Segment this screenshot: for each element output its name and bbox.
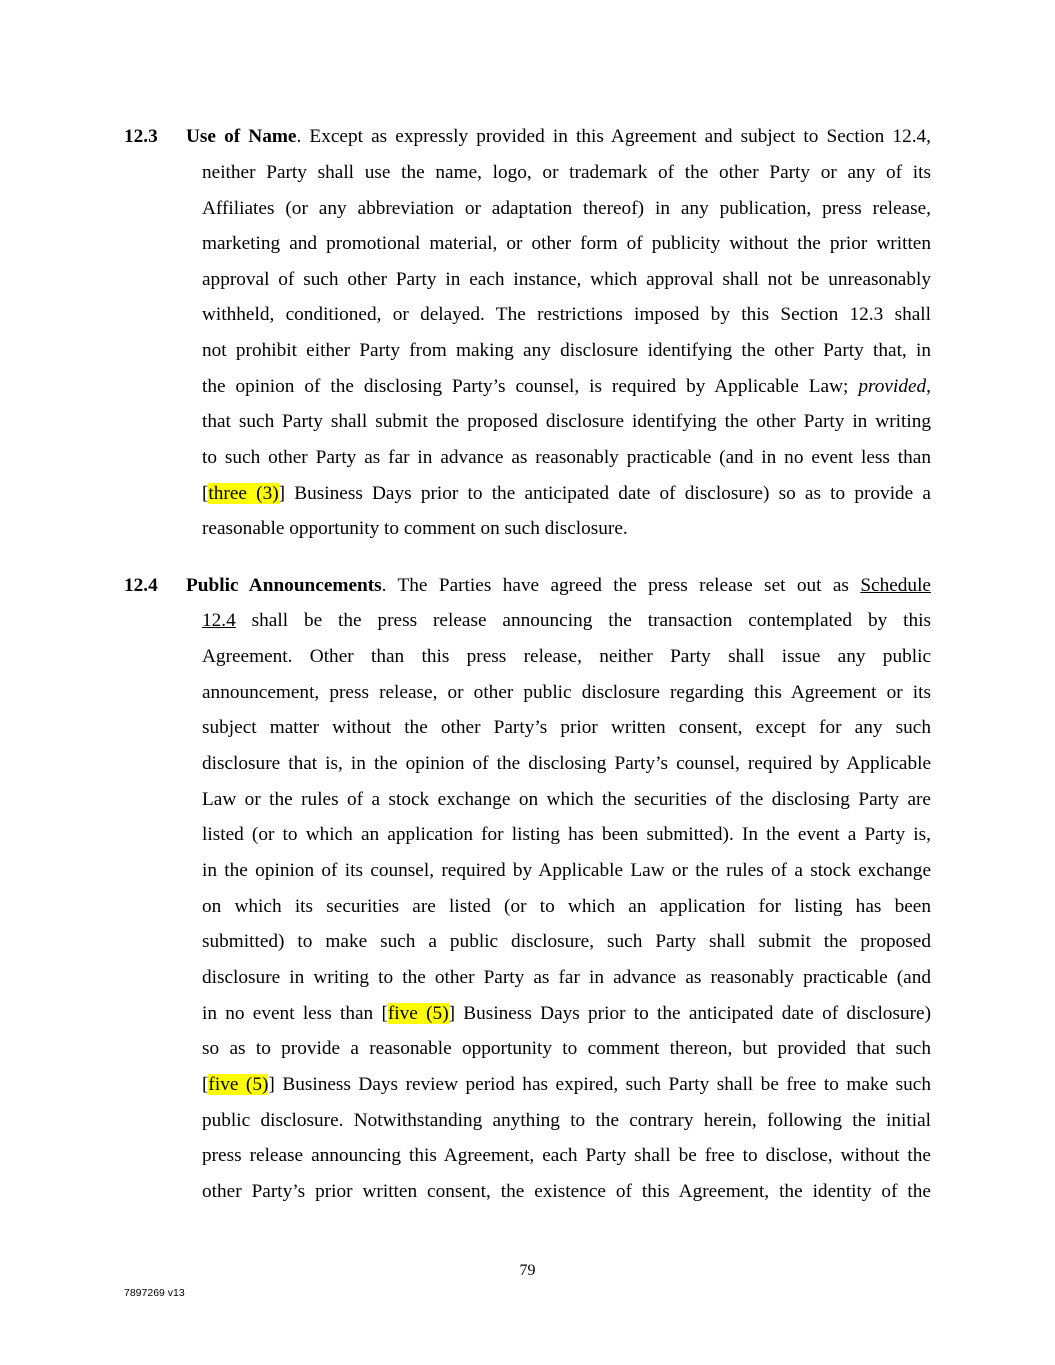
body-line: disclosure that is, in the opinion of the disclosing Party’s counsel, required by Applicable xyxy=(202,753,931,774)
section-heading: Public Announcements xyxy=(186,575,382,596)
section-12-4-line-1: 12.4 Public Announcements. The Parties have agreed the press release set out as Schedule xyxy=(124,575,931,596)
body-line: not prohibit either Party from making any disclosure identifying the other Party that, in xyxy=(202,340,931,361)
body-line: Agreement. Other than this press release, neither Party shall issue any public xyxy=(202,646,931,667)
body-line: other Party’s prior written consent, the existence of this Agreement, the identity of the xyxy=(202,1181,931,1202)
section-number: 12.4 xyxy=(124,575,158,596)
body-line: marketing and promotional material, or other form of publicity without the prior written xyxy=(202,233,931,254)
body-line: that such Party shall submit the proposed disclosure identifying the other Party in writing xyxy=(202,411,931,432)
body-line: [three (3)] Business Days prior to the anticipated date of disclosure) so as to provide a xyxy=(202,483,931,504)
body-line: withheld, conditioned, or delayed. The restrictions imposed by this Section 12.3 shall xyxy=(202,304,931,325)
page-number: 79 xyxy=(519,1262,536,1279)
body-line: [five (5)] Business Days review period has expired, such Party shall be free to make such xyxy=(202,1074,931,1095)
highlighted-term: five (5) xyxy=(387,1003,449,1024)
highlighted-term: five (5) xyxy=(208,1074,269,1095)
italic-term: provided xyxy=(858,376,927,397)
section-12-3-line-1: 12.3 Use of Name. Except as expressly provided in this Agreement and subject to Section 12.4, xyxy=(124,126,931,147)
body-line: approval of such other Party in each instance, which approval shall not be unreasonably xyxy=(202,269,931,290)
body-line: to such other Party as far in advance as reasonably practicable (and in no event less than xyxy=(202,447,931,468)
body-line: subject matter without the other Party’s prior written consent, except for any such xyxy=(202,717,931,738)
body-line: announcement, press release, or other public disclosure regarding this Agreement or its xyxy=(202,682,931,703)
document-id: 7897269 v13 xyxy=(124,1287,185,1299)
body-line: listed (or to which an application for listing has been submitted). In the event a Party is, xyxy=(202,824,931,845)
body-line: press release announcing this Agreement, each Party shall be free to disclose, without the xyxy=(202,1145,931,1166)
body-line: neither Party shall use the name, logo, or trademark of the other Party or any of its xyxy=(202,162,931,183)
body-line: Law or the rules of a stock exchange on which the securities of the disclosing Party are xyxy=(202,789,931,810)
body-line: submitted) to make such a public disclosure, such Party shall submit the proposed xyxy=(202,931,931,952)
body-line: public disclosure. Notwithstanding anything to the contrary herein, following the initial xyxy=(202,1110,931,1131)
body-line: reasonable opportunity to comment on such disclosure. xyxy=(202,518,628,539)
body-line: so as to provide a reasonable opportunity to comment thereon, but provided that such xyxy=(202,1038,931,1059)
body-line: the opinion of the disclosing Party’s counsel, is required by Applicable Law; provided, xyxy=(202,376,931,397)
schedule-reference: 12.4 xyxy=(202,610,236,631)
highlighted-term: three (3) xyxy=(208,483,279,504)
body-line: disclosure in writing to the other Party as far in advance as reasonably practicable (and xyxy=(202,967,931,988)
body-line: in no event less than [five (5)] Business Days prior to the anticipated date of disclosure) xyxy=(202,1003,931,1024)
schedule-reference: Schedule xyxy=(860,575,931,596)
body-line: Affiliates (or any abbreviation or adaptation thereof) in any publication, press release, xyxy=(202,198,931,219)
section-number: 12.3 xyxy=(124,126,158,147)
body-line: 12.4 shall be the press release announcing the transaction contemplated by this xyxy=(202,610,931,631)
body-line: on which its securities are listed (or to which an application for listing has been xyxy=(202,896,931,917)
body-line: in the opinion of its counsel, required by Applicable Law or the rules of a stock exchange xyxy=(202,860,931,881)
section-heading: Use of Name xyxy=(186,126,297,147)
